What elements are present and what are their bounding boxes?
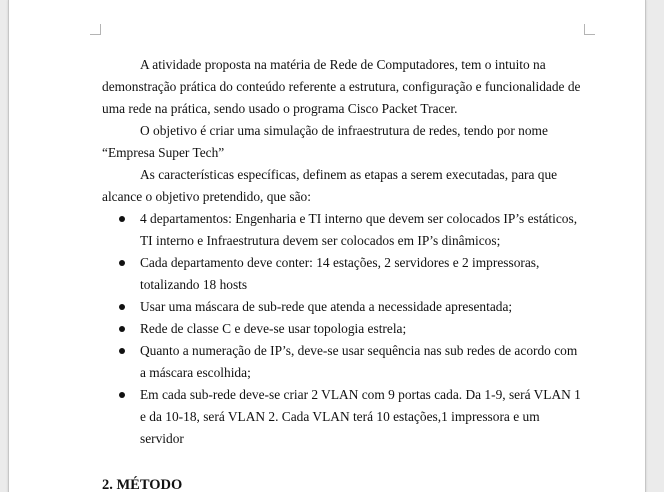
list-item-text: Usar uma máscara de sub-rede que atenda a necessidade apresentada; xyxy=(140,299,513,314)
list-item xyxy=(102,384,586,450)
list-item-text: Em cada sub-rede deve-se criar 2 VLAN com 9 portas cada. Da 1-9, será VLAN 1 e da 10-18, será VLAN 2. Cada VLAN terá 10 estações,1 impressora e um servidor xyxy=(140,387,581,446)
bullet-icon xyxy=(119,392,125,398)
paragraph-characteristics: As características específicas, definem as etapas a serem executadas, para que alcance o objetivo pretendido, que são: xyxy=(102,167,558,204)
document-page[interactable] xyxy=(8,0,646,492)
bullet-icon xyxy=(119,304,125,310)
list-item-text: Quanto a numeração de IP’s, deve-se usar sequência nas sub redes de acordo com a máscara escolhida; xyxy=(140,343,578,380)
bullet-icon xyxy=(119,260,125,266)
list-item xyxy=(102,252,586,296)
list-item xyxy=(102,340,586,384)
margin-corner-mark-top-left xyxy=(90,24,101,35)
list-item-text: Cada departamento deve conter: 14 estações, 2 servidores e 2 impressoras, totalizando 18 hosts xyxy=(140,255,540,292)
list-item xyxy=(102,318,586,340)
section-heading: 2. MÉTODO xyxy=(102,477,183,492)
bullet-icon xyxy=(119,216,125,222)
requirements-list xyxy=(102,208,586,450)
margin-corner-mark-top-right xyxy=(584,24,595,35)
list-item xyxy=(102,296,586,318)
bullet-icon xyxy=(119,348,125,354)
paragraph-objective: O objetivo é criar uma simulação de infraestrutura de redes, tendo por nome “Empresa Super Tech” xyxy=(102,123,548,160)
document-body[interactable] xyxy=(102,54,586,450)
list-item-text: 4 departamentos: Engenharia e TI interno que devem ser colocados IP’s estáticos, TI interno e Infraestrutura devem ser colocados em IP’s dinâmicos; xyxy=(140,211,578,248)
list-item xyxy=(102,208,586,252)
list-item-text: Rede de classe C e deve-se usar topologia estrela; xyxy=(140,321,407,336)
paragraph-intro: A atividade proposta na matéria de Rede de Computadores, tem o intuito na demonstração prática do conteúdo referente a estrutura, configuração e funcionalidade de uma rede na prática, sendo usado o programa Cisco Packet Tracer. xyxy=(102,57,581,116)
bullet-icon xyxy=(119,326,125,332)
